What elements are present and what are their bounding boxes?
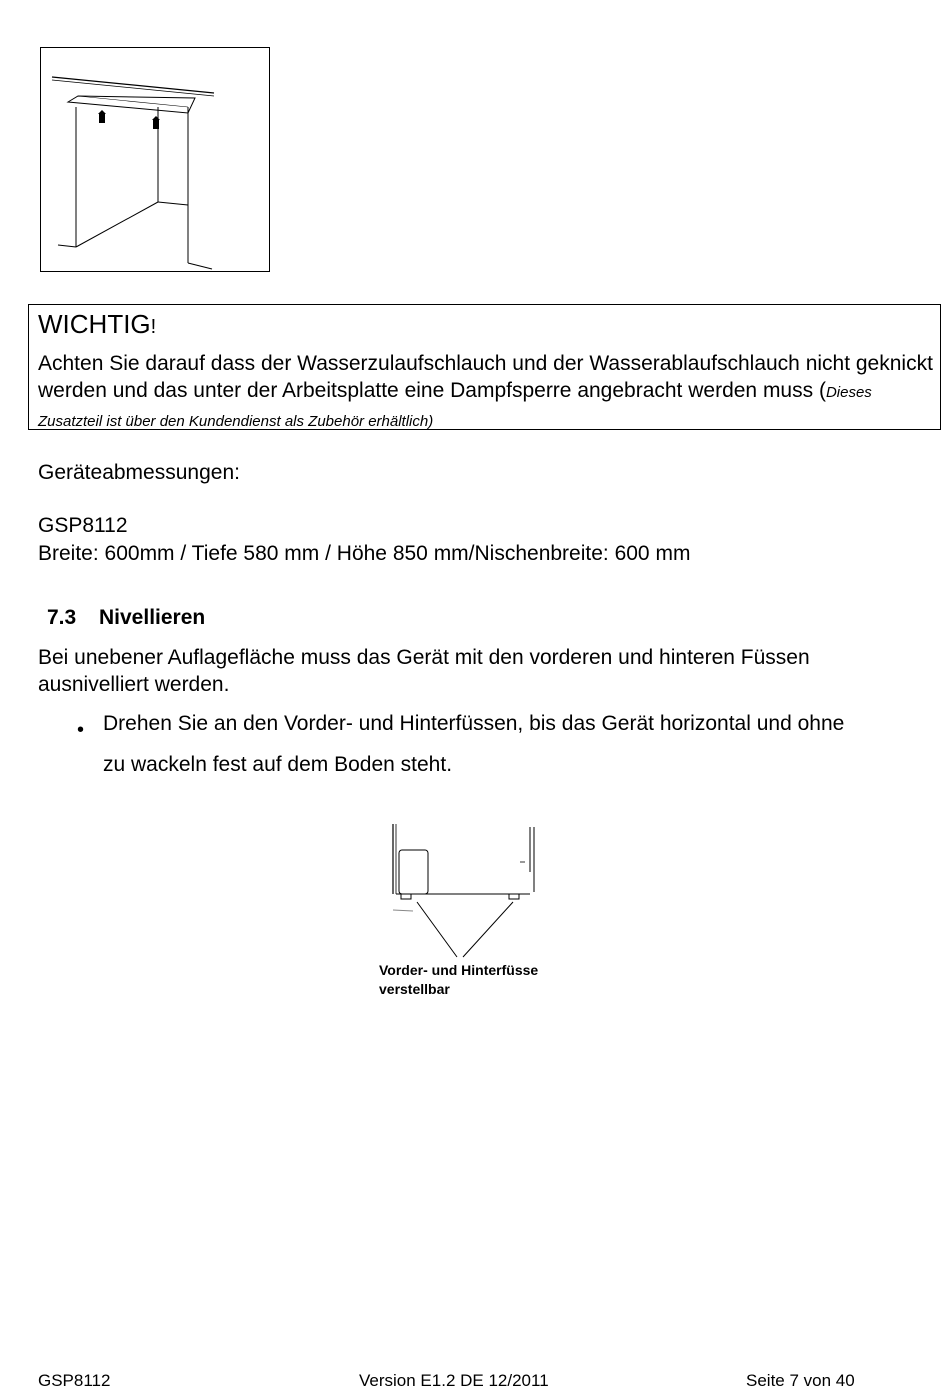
notice-body-text: Achten Sie darauf dass der Wasserzulaufschlauch und der Wasserablaufschlauch nicht geknickt werden und das unter der Arbeitsplatte eine Dampfsperre angebracht werden muss ( [38,352,933,402]
notice-title [38,308,156,343]
feet-label-line1: Vorder- und Hinterfüsse [379,962,539,978]
leveling-feet-illustration [375,822,575,1002]
section-number: 7.3 [47,606,77,629]
notice-body [38,350,933,435]
footer-model: GSP8112 [38,1371,111,1390]
bullet-text-line1: Drehen Sie an den Vorder- und Hinterfüssen, bis das Gerät horizontal und ohne [103,712,845,735]
feet-label-line2: verstellbar [379,981,450,997]
section-intro-line2: ausnivelliert werden. [38,673,230,696]
section-title: Nivellieren [99,606,206,629]
bullet-text-line2: zu wackeln fest auf dem Boden steht. [103,753,453,776]
section-intro-line1: Bei unebener Auflagefläche muss das Gerät mit den vorderen und hinteren Füssen [38,646,810,669]
section-heading [47,604,205,632]
footer-version: Version E1.2 DE 12/2011 [359,1371,549,1390]
dimensions-heading: Geräteabmessungen: [38,461,240,484]
dimensions-model: GSP8112 [38,514,128,537]
notice-title-text: WICHTIG [38,309,151,339]
important-notice-box [28,304,941,430]
footer-page-number: Seite 7 von 40 [746,1371,855,1390]
dimensions-values: Breite: 600mm / Tiefe 580 mm / Höhe 850 mm/Nischenbreite: 600 mm [38,542,691,565]
bullet-symbol: • [77,719,85,741]
installation-illustration [40,47,270,272]
installation-drawing [40,47,270,272]
notice-title-exclamation: ! [150,316,157,338]
notice-body-small-text: Dieses Zusatzteil ist über den Kundendienst als Zubehör erhältlich) [38,384,872,430]
